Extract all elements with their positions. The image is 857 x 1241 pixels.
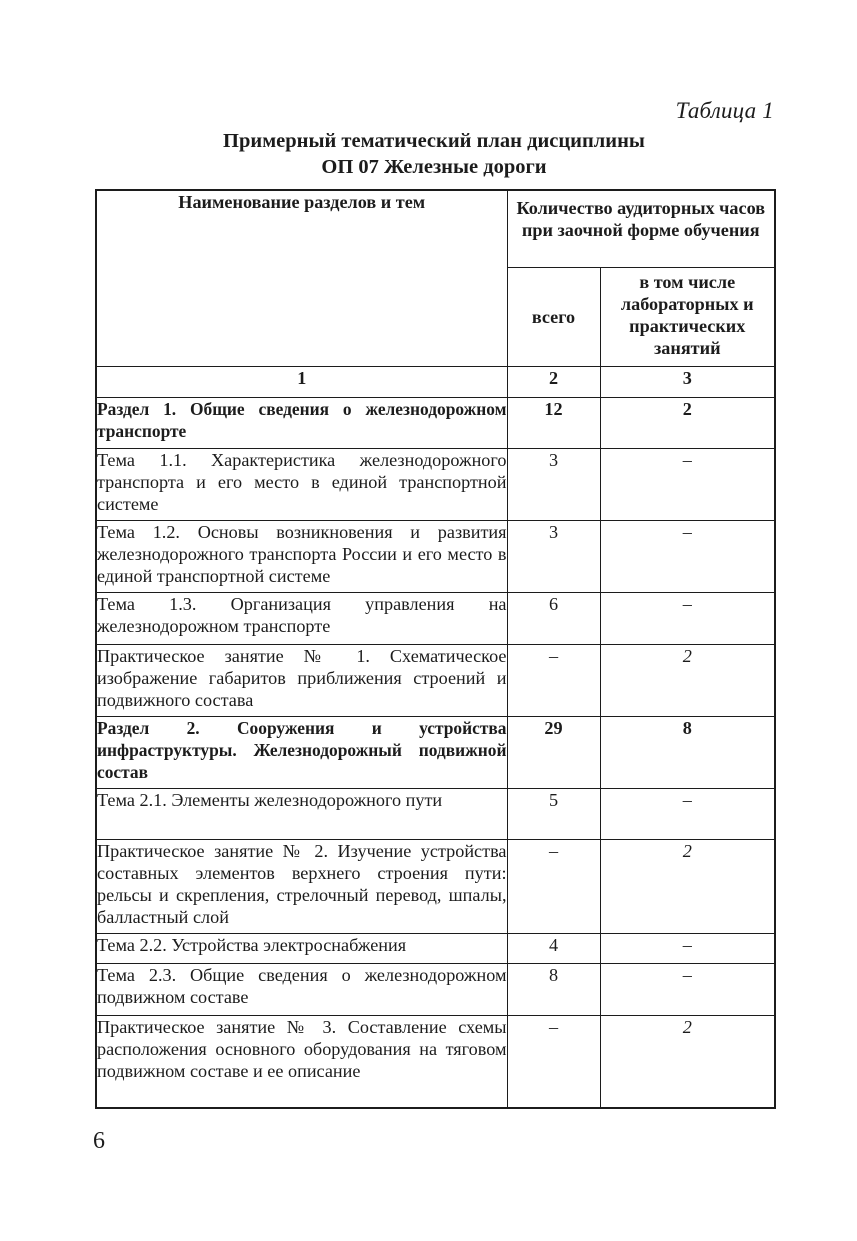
row-name <box>96 840 507 934</box>
row-lab-hours: 8 <box>600 717 775 789</box>
row-name-text: Практическое занятие № 3. Составление схемы расположения основного оборудования на тяговом подвижном составе и ее описание <box>97 1017 507 1081</box>
header-name: Наименование разделов и тем <box>96 190 507 367</box>
row-total-hours: – <box>507 840 600 934</box>
row-lab-hours: – <box>600 449 775 521</box>
topic-row <box>96 593 775 645</box>
row-name-text: Тема 2.2. Устройства электроснабжения <box>97 935 407 955</box>
row-name <box>96 1016 507 1108</box>
practice-row <box>96 1016 775 1108</box>
row-name <box>96 934 507 964</box>
row-name-text: Раздел 2. Сооружения и устройства инфраструктуры. Железнодорожный подвижной состав <box>97 718 507 782</box>
page-title <box>95 128 773 180</box>
row-total-hours: 5 <box>507 789 600 840</box>
header-lab-practice: в том числе лабораторных и практических занятий <box>600 268 775 367</box>
row-name-text: Раздел 1. Общие сведения о железнодорожном транспорте <box>97 399 507 441</box>
column-number: 1 <box>96 367 507 398</box>
row-lab-hours: 2 <box>600 645 775 717</box>
table-label: Таблица 1 <box>675 98 774 123</box>
row-name <box>96 398 507 449</box>
thematic-plan-table <box>95 189 776 1109</box>
row-total-hours: – <box>507 645 600 717</box>
topic-row <box>96 449 775 521</box>
row-lab-hours: 2 <box>600 398 775 449</box>
row-lab-hours: – <box>600 934 775 964</box>
row-total-hours: 12 <box>507 398 600 449</box>
row-lab-hours: – <box>600 964 775 1016</box>
section-row <box>96 717 775 789</box>
column-number: 2 <box>507 367 600 398</box>
row-lab-hours: – <box>600 789 775 840</box>
section-row <box>96 398 775 449</box>
row-name-text: Практическое занятие № 1. Схематическое изображение габаритов приближения строений и подвижного состава <box>97 646 507 710</box>
row-name <box>96 789 507 840</box>
row-lab-hours: – <box>600 593 775 645</box>
row-total-hours: – <box>507 1016 600 1108</box>
row-name <box>96 717 507 789</box>
row-name-text: Тема 2.3. Общие сведения о железнодорожном подвижном составе <box>97 965 507 1007</box>
row-name-text: Практическое занятие № 2. Изучение устройства составных элементов верхнего строения пути: рельсы и скрепления, стрелочный перевод, шпалы, балластный слой <box>97 841 507 927</box>
title-line-1: Примерный тематический план дисциплины <box>223 130 645 152</box>
topic-row <box>96 789 775 840</box>
topic-row <box>96 964 775 1016</box>
row-total-hours: 29 <box>507 717 600 789</box>
row-total-hours: 3 <box>507 449 600 521</box>
topic-row <box>96 934 775 964</box>
row-name <box>96 521 507 593</box>
header-total: всего <box>507 268 600 367</box>
row-name <box>96 964 507 1016</box>
row-lab-hours: – <box>600 521 775 593</box>
header-hours-group: Количество аудиторных часов при заочной форме обучения <box>507 190 775 268</box>
row-total-hours: 6 <box>507 593 600 645</box>
practice-row <box>96 645 775 717</box>
row-name-text: Тема 1.3. Организация управления на железнодорожном транспорте <box>97 594 507 636</box>
row-total-hours: 4 <box>507 934 600 964</box>
row-lab-hours: 2 <box>600 840 775 934</box>
row-total-hours: 8 <box>507 964 600 1016</box>
row-total-hours: 3 <box>507 521 600 593</box>
row-name <box>96 645 507 717</box>
row-name-text: Тема 1.1. Характеристика железнодорожного транспорта и его место в единой транспортной системе <box>97 450 507 514</box>
row-name-text: Тема 2.1. Элементы железнодорожного пути <box>97 790 443 810</box>
practice-row <box>96 840 775 934</box>
title-line-2: ОП 07 Железные дороги <box>321 156 547 178</box>
row-lab-hours: 2 <box>600 1016 775 1108</box>
topic-row <box>96 521 775 593</box>
page-number: 6 <box>93 1128 105 1154</box>
row-name <box>96 449 507 521</box>
row-name <box>96 593 507 645</box>
column-number: 3 <box>600 367 775 398</box>
column-number-row <box>96 367 775 398</box>
row-name-text: Тема 1.2. Основы возникновения и развития железнодорожного транспорта России и его место в единой транспортной системе <box>97 522 507 586</box>
